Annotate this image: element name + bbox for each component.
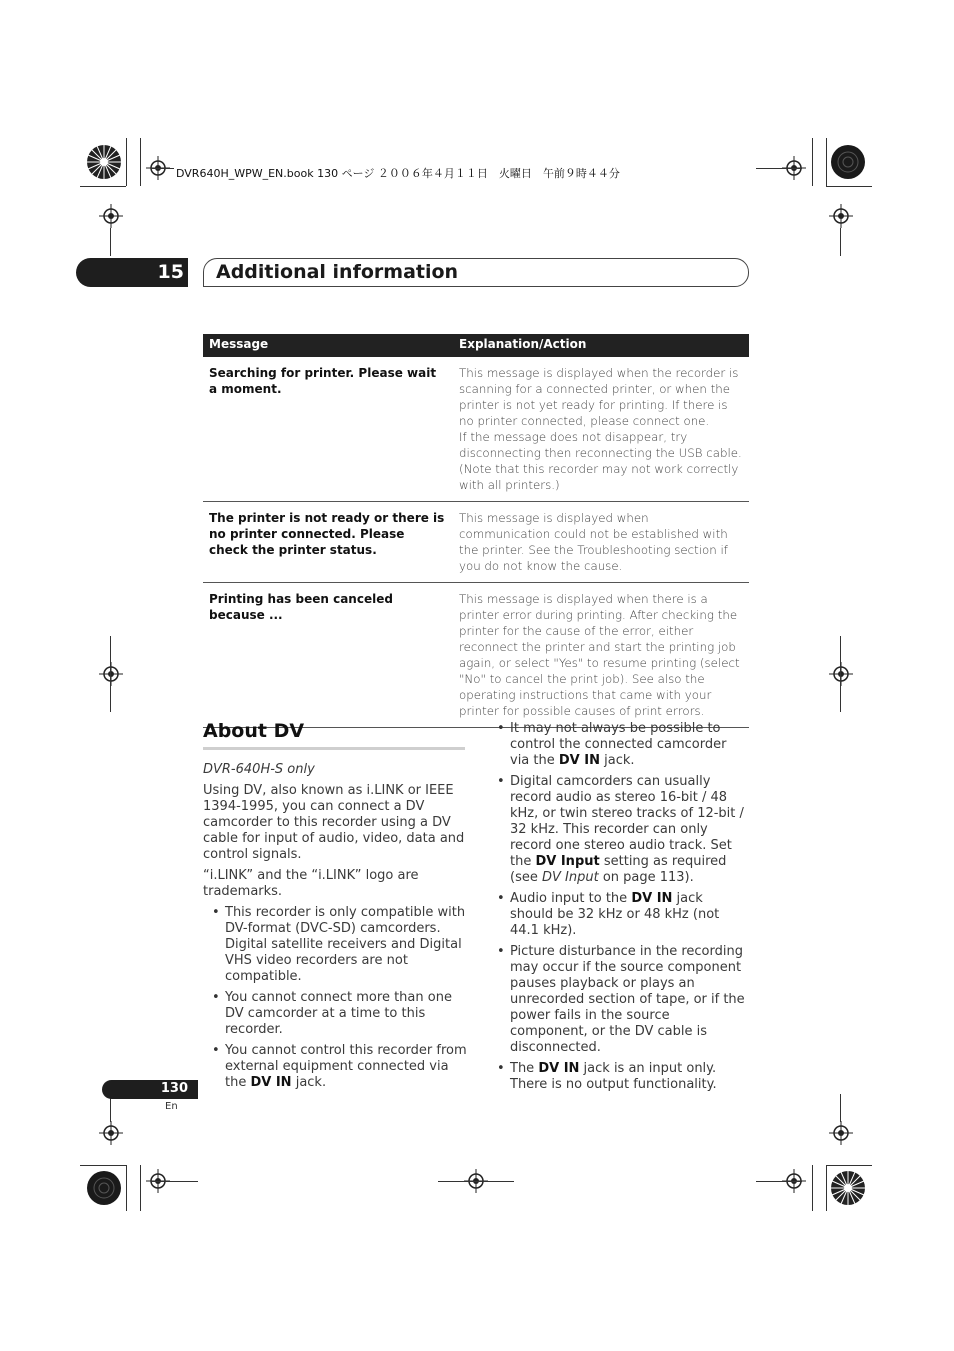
chapter-title: Additional information [216, 261, 459, 283]
model-note: DVR-640H-S only [203, 762, 315, 777]
list-item-text: You cannot control this recorder from external equipment connected via the [225, 1043, 467, 1090]
list-item [497, 721, 749, 769]
dv-in-label: DV IN [538, 1061, 580, 1076]
language-code: En [165, 1101, 178, 1112]
list-item-text: jack. [599, 753, 635, 768]
explanation-cell [453, 502, 749, 583]
list-item: • You cannot connect more than one DV camcorder at a time to this recorder. [203, 990, 468, 1038]
column-header-explanation: Explanation/Action [453, 334, 749, 357]
page-number: 130 [160, 1081, 188, 1096]
dv-input-reference: DV Input [541, 870, 599, 885]
table-row [203, 583, 749, 728]
crosshair-icon [99, 662, 123, 686]
column-header-message: Message [203, 334, 453, 357]
message-cell: Printing has been canceled because ... [203, 583, 453, 728]
registration-disc-icon [828, 142, 868, 182]
crosshair-icon [99, 204, 123, 228]
trademark-note: “i.LINK” and the “i.LINK” logo are trademarks. [203, 868, 419, 899]
dv-in-label: DV IN [558, 753, 600, 768]
table-row [203, 502, 749, 583]
explanation-text: This message is displayed when communication could not be established with the printer. See the Troubleshooting section if you do not know the cause. [459, 511, 728, 573]
section-heading-about-dv: About DV [203, 720, 465, 750]
dv-input-label: DV Input [535, 854, 600, 869]
list-item-text: jack. [291, 1075, 327, 1090]
registration-disc-icon [84, 1168, 124, 1208]
message-cell: Searching for printer. Please wait a moment. [203, 357, 453, 502]
list-item [203, 1043, 468, 1091]
intro-paragraph: Using DV, also known as i.LINK or IEEE 1394-1995, you can connect a DV camcorder to this recorder using a DV cable for input of audio, video, data and control signals. [203, 783, 465, 862]
about-dv-left-column [203, 762, 468, 1096]
chapter-number-badge [76, 258, 188, 287]
explanation-text: This message is displayed when there is a printer error during printing. After checking the printer for the cause of the error, either reconnect the printer and start the printing job again, or select "Yes" to resume printing (select "No" to cancel the print job). See also the operating instructions that came with your printer for possible causes of print errors. [459, 592, 740, 718]
list-item-text: The [510, 1061, 539, 1076]
list-item [497, 1061, 749, 1093]
list-item-text: jack is an input only. There is no output functionality. [510, 1061, 717, 1092]
chapter-title-box [203, 258, 749, 287]
list-item-text: Audio input to the [510, 891, 632, 906]
table-row [203, 357, 749, 502]
message-cell: The printer is not ready or there is no printer connected. Please check the printer status. [203, 502, 453, 583]
crosshair-icon [829, 662, 853, 686]
crosshair-icon [829, 204, 853, 228]
list-item-text: jack should be 32 kHz or 48 kHz (not 44.1 kHz). [510, 891, 720, 938]
print-slug-header: DVR640H_WPW_EN.book 130 ページ ２００６年４月１１日 火曜日 午前９時４４分 [176, 167, 620, 180]
right-bullet-list [497, 721, 749, 1093]
registration-sunburst-icon [828, 1168, 868, 1208]
list-item-text: on page 113). [598, 870, 694, 885]
explanation-text: This message is displayed when the recorder is scanning for a connected printer, or when the printer is not yet ready for printing. If there is no printer connected, please connect one. [459, 366, 739, 428]
list-item-text: It may not always be possible to control the connected camcorder via the [510, 721, 727, 768]
table-header-row [203, 334, 749, 357]
list-item-text: Digital camcorders can usually record audio as stereo 16-bit / 48 kHz, or twin stereo tracks of 12-bit / 32 kHz. This recorder can only record one stereo audio track. Set the [510, 774, 744, 869]
page-number-badge [102, 1080, 198, 1099]
explanation-cell [453, 583, 749, 728]
registration-sunburst-icon [84, 142, 124, 182]
about-dv-right-column [497, 721, 749, 1098]
dv-in-label: DV IN [631, 891, 673, 906]
list-item: • Picture disturbance in the recording may occur if the source component pauses playback or plays an unrecorded section of tape, or if the power fails in the source component, or the DV cable is disconnected. [497, 944, 749, 1056]
list-item-text: setting as required (see [510, 854, 727, 885]
list-item: • This recorder is only compatible with DV-format (DVC-SD) camcorders. Digital satellite receivers and Digital VHS video recorders are not compatible. [203, 905, 468, 985]
dv-in-label: DV IN [250, 1075, 292, 1090]
crosshair-icon [99, 1121, 123, 1145]
list-item [497, 891, 749, 939]
list-item [497, 774, 749, 886]
left-bullet-list [203, 905, 468, 1091]
crosshair-icon [829, 1121, 853, 1145]
chapter-number: 15 [157, 261, 184, 283]
explanation-cell [453, 357, 749, 502]
explanation-text: If the message does not disappear, try disconnecting then reconnecting the USB cable. (Note that this recorder may not work correctly with all printers.) [459, 430, 742, 492]
printer-message-table [203, 334, 749, 728]
